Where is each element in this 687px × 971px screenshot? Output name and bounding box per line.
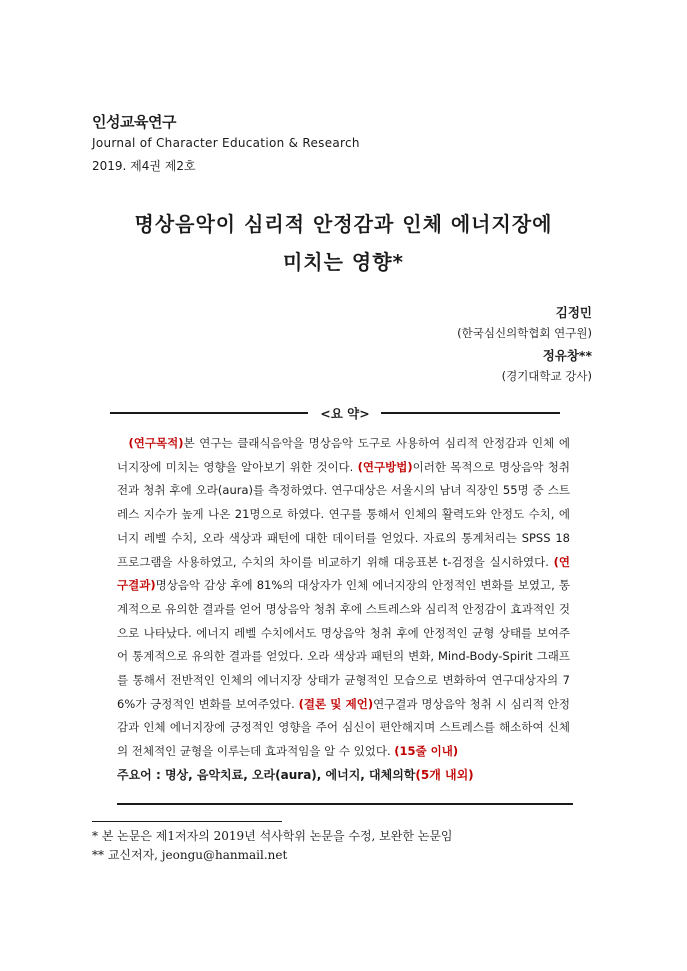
abstract-text-conclusion: 연구결과 명상음악 청취 시 심리적 안정감과 인체 에너지장에 긍정적인 영향을 주어 심신이 편안해지며 스트레스를 해소하여 신체의 전체적인 균형을 이루는데 효과적임을 알 수 있었다.: [117, 696, 570, 759]
footnote-1: * 본 논문은 제1저자의 2019년 석사학위 논문을 수정, 보완한 논문임: [92, 829, 453, 843]
footnote-2: ** 교신저자, jeongu@hanmail.net: [92, 848, 288, 862]
abstract-heading: <요 약>: [320, 406, 370, 421]
footnote-divider: [92, 821, 282, 822]
author-name-1: 김정민: [555, 305, 592, 320]
keywords-label: 주요어 :: [117, 768, 165, 782]
abstract-text-result: 명상음악 감상 후에 81%의 대상자가 인체 에너지장의 안정적인 변화를 보였고, 통계적으로 유의한 결과를 얻어 명상음악 청취 후에 스트레스와 심리적 안정감이 효과적인 것으로 나타났다. 에너지 레벨 수치에서도 명상음악 청취 후에 안정적인 균형 상태를 보여주어 통계적으로 유의한 결과를 얻었다. 오라 색상과 패턴의 변화, Mind-Body-Spirit 그래프를 통해서 전반적인 인체의 에너지장 상태가 균형적인 모습으로 변화하여 연구대상자의 76%가 긍정적인 변화를 보여주었다.: [117, 578, 570, 711]
keywords-line: [117, 766, 474, 783]
abstract-text-method: 이러한 목적으로 명상음악 청취 전과 청취 후에 오라(aura)를 측정하였다. 연구대상은 서울시의 남녀 직장인 55명 중 스트레스 지수가 높게 나온 21명으로 하였다. 연구를 통해서 인체의 활력도와 안정도 수치, 에너지 레벨 수치, 오라 색상과 패턴에 대한 데이터를 얻었다. 자료의 통계처리는 SPSS 18 프로그램을 사용하였고, 수치의 차이를 비교하기 위해 대응표본 t-검정을 실시하였다.: [117, 459, 570, 569]
paper-title-line-2: 미치는 영향*: [282, 250, 405, 274]
author-affiliation-1: (한국심신의학협회 연구원): [457, 326, 592, 340]
abstract-label-conclusion: (결론 및 제언): [298, 696, 374, 711]
abstract-label-purpose: (연구목적): [128, 436, 184, 450]
journal-name-en: Journal of Character Education & Research: [92, 136, 360, 150]
journal-name-ko: 인성교육연구: [92, 113, 176, 131]
abstract-line-limit-note: (15줄 이내): [394, 744, 459, 759]
journal-issue: 2019. 제4권 제2호: [92, 159, 196, 173]
keywords-divider: [117, 803, 573, 805]
keywords-text: 명상, 음악치료, 오라(aura), 에너지, 대체의학: [164, 768, 416, 782]
abstract-text-purpose: 본 연구는 클래식음악을 명상음악 도구로 사용하여 심리적 안정감과 인체 에너지장에 미치는 영향을 알아보기 위한 것이다.: [117, 436, 570, 474]
abstract-label-method: (연구방법): [357, 459, 413, 474]
author-name-2: 정유창**: [542, 348, 592, 363]
author-affiliation-2: (경기대학교 강사): [501, 369, 592, 383]
abstract-divider-left: [110, 412, 308, 414]
paper-title-line-1: 명상음악이 심리적 안정감과 인체 에너지장에: [134, 212, 553, 236]
keywords-count-note: (5개 내외): [415, 768, 474, 782]
abstract-body: [117, 432, 570, 764]
abstract-label-result: (연구결과): [117, 554, 570, 593]
abstract-divider-right: [381, 412, 560, 414]
